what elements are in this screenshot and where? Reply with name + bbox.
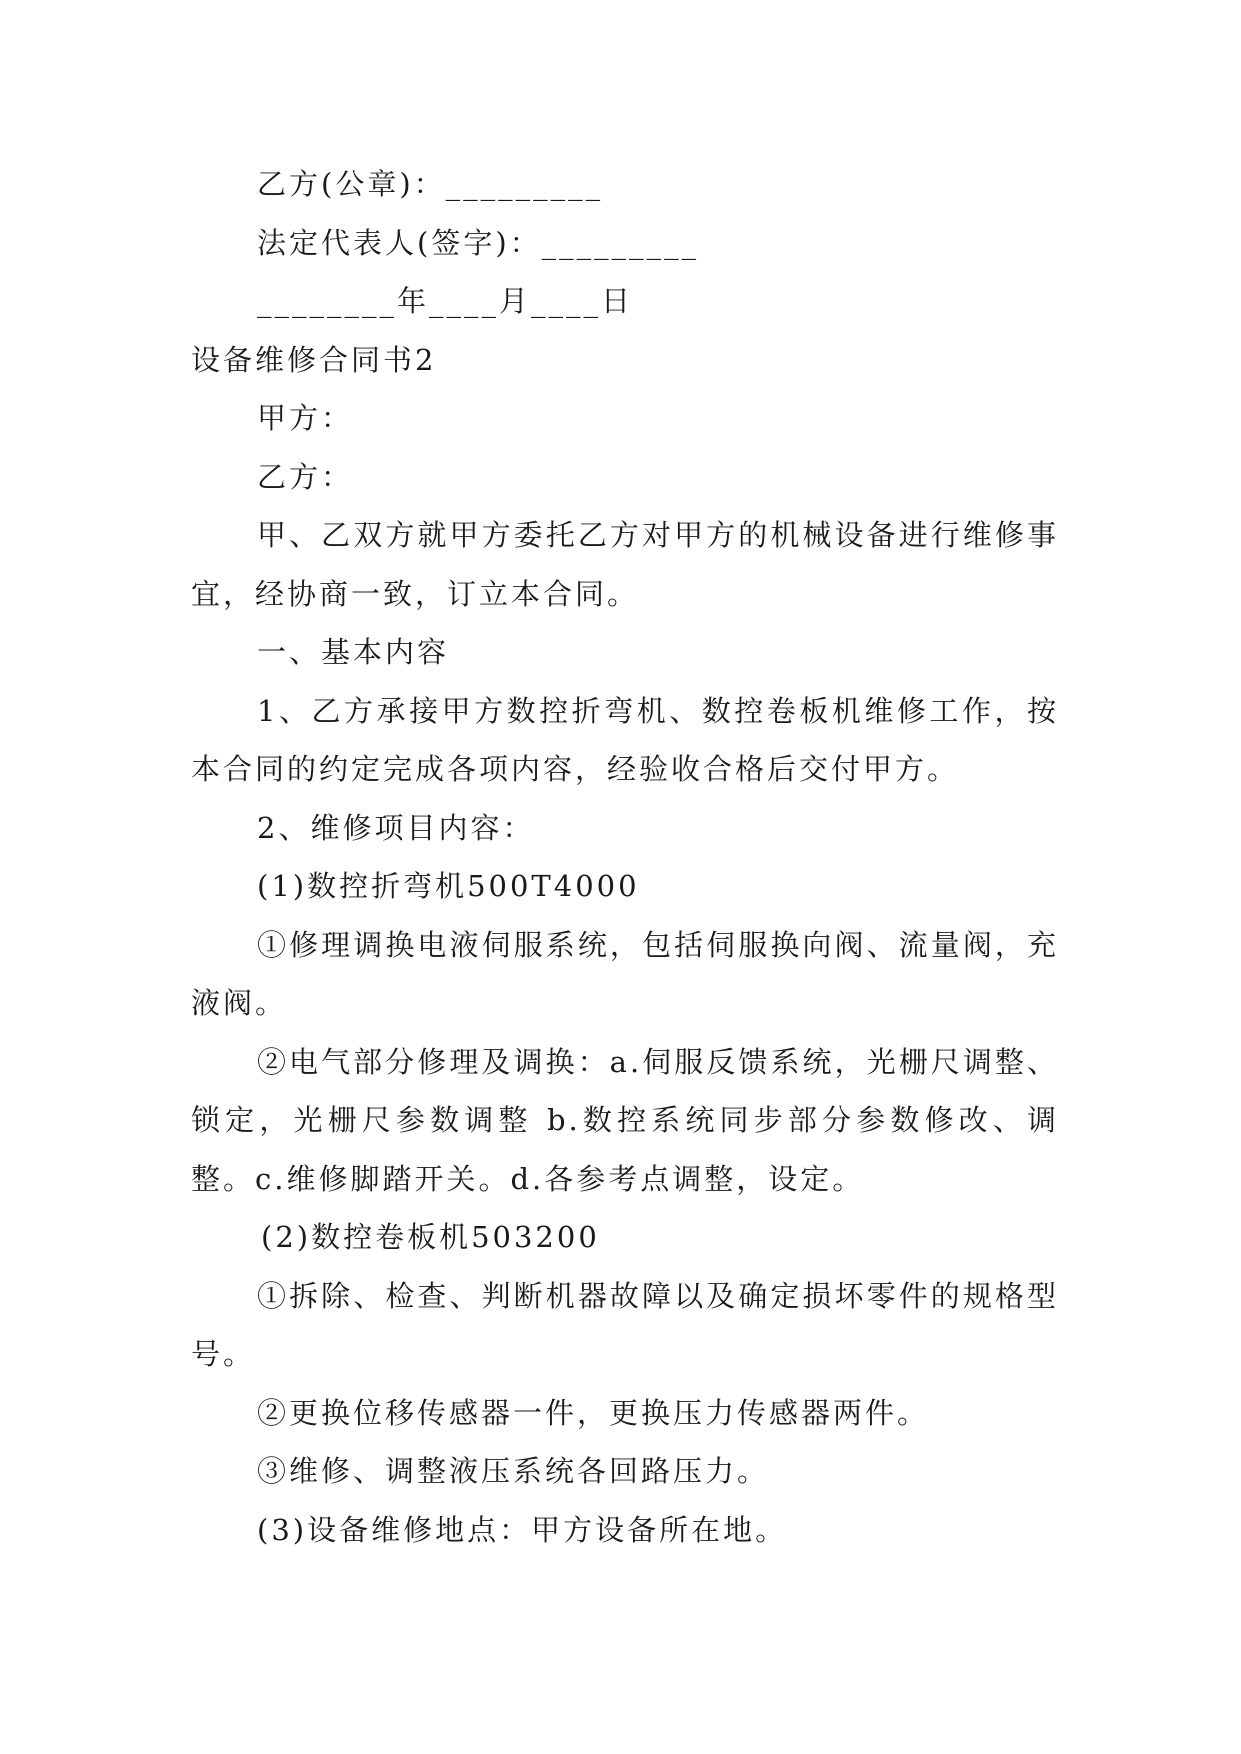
contract-title: 设备维修合同书2: [191, 342, 437, 377]
party-a-label: 甲方：: [257, 401, 354, 435]
sub-item-1-heading: (1)数控折弯机500T4000: [257, 869, 640, 903]
sub-item-2-a: ①拆除、检查、判断机器故障以及确定损坏零件的规格型号。: [191, 1278, 1059, 1371]
intro-paragraph: 甲、乙双方就甲方委托乙方对甲方的机械设备进行维修事宜，经协商一致，订立本合同。: [191, 518, 1059, 611]
sub-item-3: (3)设备维修地点：甲方设备所在地。: [257, 1512, 788, 1547]
item-1-paragraph: 1、乙方承接甲方数控折弯机、数控卷板机维修工作，按本合同的约定完成各项内容，经验收合格后交付甲方。: [191, 693, 1059, 786]
date-line: ________年____月____日: [257, 284, 634, 318]
item-2-heading: 2、维修项目内容：: [257, 810, 535, 845]
sub-item-1-a: ①修理调换电液伺服系统，包括伺服换向阀、流量阀，充液阀。: [191, 927, 1059, 1020]
party-b-seal-line: 乙方(公章)：_________: [257, 167, 604, 201]
sub-item-2-c: ③维修、调整液压系统各回路压力。: [257, 1454, 770, 1488]
legal-rep-signature-line: 法定代表人(签字)：_________: [257, 225, 700, 260]
party-b-label: 乙方：: [257, 459, 354, 494]
sub-item-2-heading: (2)数控卷板机503200: [261, 1220, 600, 1254]
section-heading-basic-content: 一、基本内容: [257, 635, 450, 669]
sub-item-1-b: ②电气部分修理及调换：a.伺服反馈系统，光栅尺调整、锁定，光栅尺参数调整 b.数控系统同步部分参数修改、调整。c.维修脚踏开关。d.各参考点调整，设定。: [191, 1044, 1059, 1196]
sub-item-2-b: ②更换位移传感器一件，更换压力传感器两件。: [257, 1395, 930, 1430]
document-page: [191, 155, 1059, 1559]
